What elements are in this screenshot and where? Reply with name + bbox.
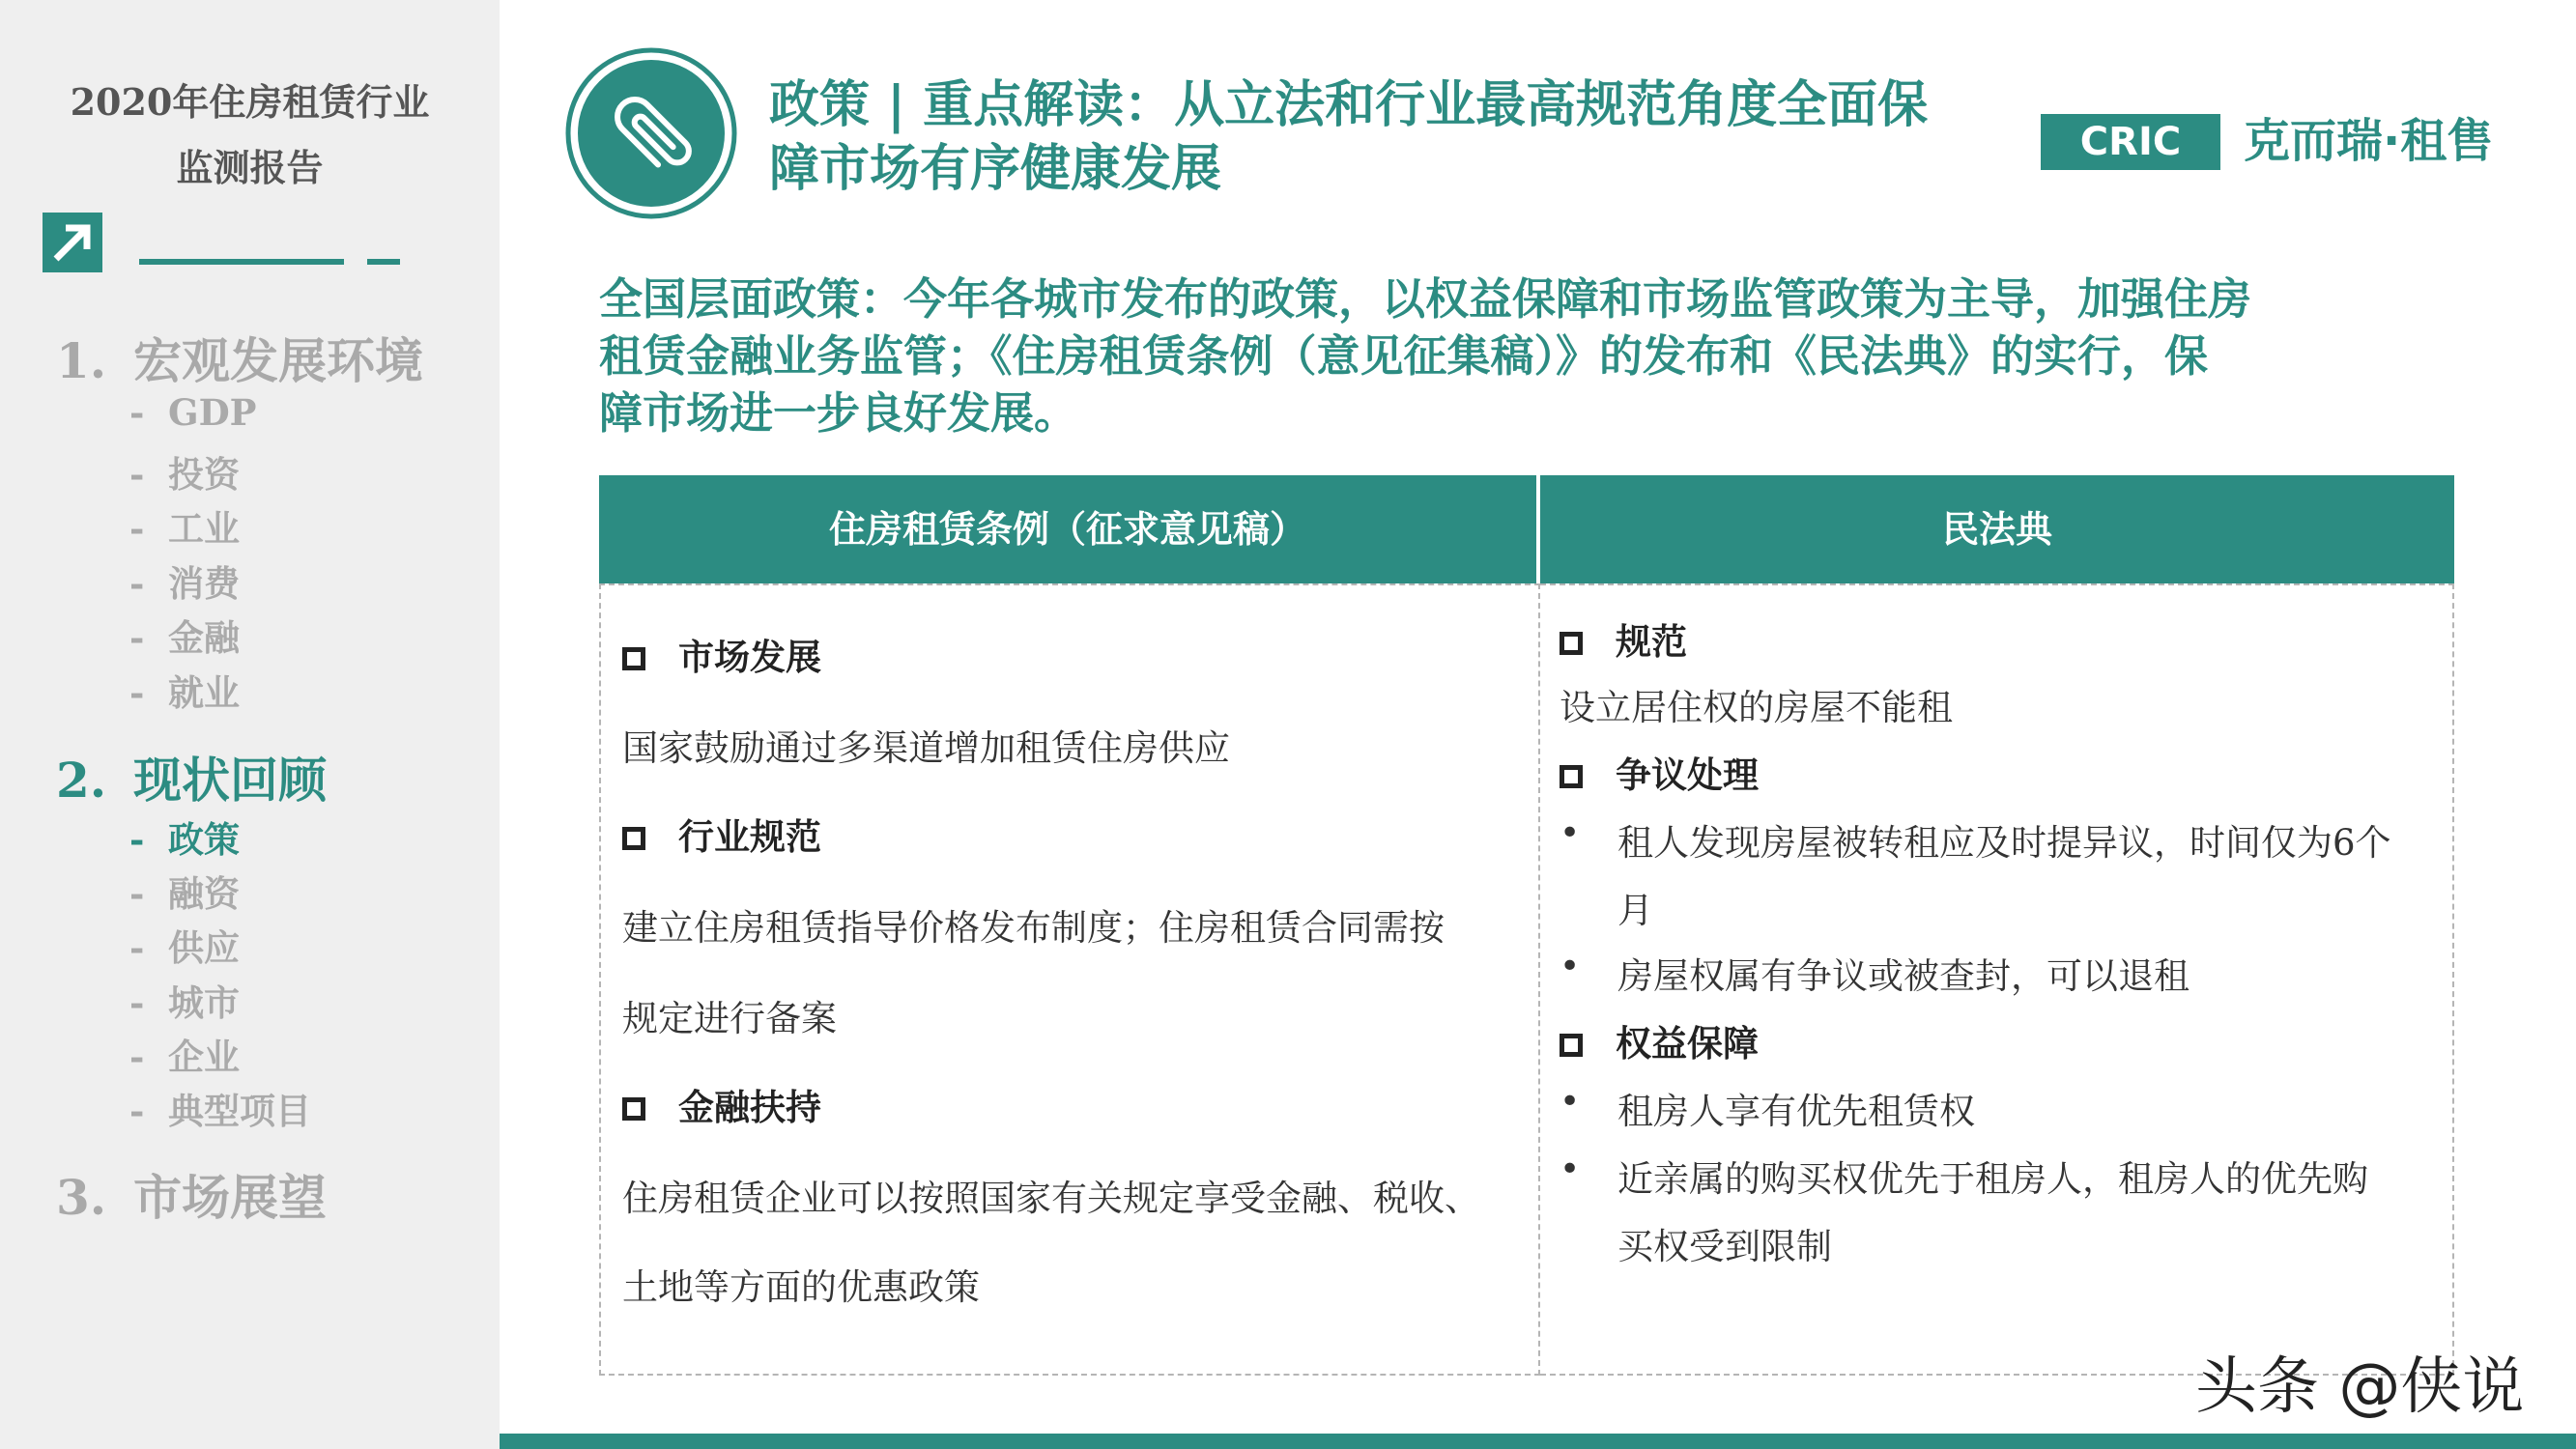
item-heading: 权益保障 bbox=[1560, 1014, 1759, 1066]
item-text: 设立居住权的房屋不能租 bbox=[1560, 687, 1953, 728]
table-header-civil-code: 民法典 bbox=[1540, 475, 2454, 583]
nav-sub-enterprise[interactable]: - 企业 bbox=[129, 1036, 240, 1078]
nav-sub-projects[interactable]: - 典型项目 bbox=[129, 1090, 311, 1132]
nav-section-review[interactable]: 2. 现状回顾 bbox=[56, 752, 327, 809]
item-text: 租人发现房屋被转租应及时提异议，时间仅为6个 bbox=[1617, 822, 2391, 864]
square-bullet-icon bbox=[1560, 765, 1583, 788]
brand-badge: CRIC bbox=[2041, 114, 2220, 170]
table-cell-left bbox=[599, 583, 1540, 1376]
square-bullet-icon bbox=[622, 647, 645, 670]
paperclip-icon bbox=[564, 46, 738, 220]
item-text: 规定进行备案 bbox=[622, 998, 837, 1039]
bullet-icon: • bbox=[1560, 813, 1581, 853]
item-heading: 争议处理 bbox=[1560, 746, 1759, 798]
nav-sub-gdp[interactable]: - GDP bbox=[129, 391, 257, 434]
nav-sub-financing[interactable]: - 融资 bbox=[129, 872, 240, 915]
item-text: 建立住房租赁指导价格发布制度；住房租赁合同需按 bbox=[622, 907, 1445, 949]
report-title-line2: 监测报告 bbox=[176, 146, 324, 189]
nav-sub-consumption[interactable]: - 消费 bbox=[129, 562, 240, 605]
item-heading: 规范 bbox=[1560, 612, 1687, 665]
bottom-bar bbox=[500, 1434, 2576, 1449]
nav-sub-investment[interactable]: - 投资 bbox=[129, 453, 240, 496]
summary-line: 障市场进一步良好发展。 bbox=[599, 387, 1078, 439]
table-header-rental-regulations: 住房租赁条例（征求意见稿） bbox=[599, 475, 1536, 583]
nav-sub-industry[interactable]: - 工业 bbox=[129, 507, 240, 550]
nav-sub-employment[interactable]: - 就业 bbox=[129, 671, 240, 714]
report-title-line1: 2020年住房租赁行业 bbox=[70, 80, 430, 124]
arrow-icon bbox=[43, 213, 102, 272]
policy-summary bbox=[599, 270, 2541, 441]
item-heading: 行业规范 bbox=[622, 808, 821, 860]
item-text: 买权受到限制 bbox=[1617, 1226, 1832, 1267]
page-title-line1: 政策 | 重点解读：从立法和行业最高规范角度全面保 bbox=[769, 75, 1929, 134]
table-cell-right bbox=[1540, 583, 2454, 1376]
sidebar bbox=[0, 0, 500, 1449]
divider-line-short bbox=[367, 259, 400, 265]
item-text: 土地等方面的优惠政策 bbox=[622, 1266, 980, 1308]
nav-section-outlook[interactable]: 3. 市场展望 bbox=[56, 1169, 327, 1226]
bullet-icon: • bbox=[1560, 947, 1581, 986]
item-text: 租房人享有优先租赁权 bbox=[1617, 1091, 1975, 1132]
square-bullet-icon bbox=[622, 1097, 645, 1121]
page-title-line2: 障市场有序健康发展 bbox=[769, 139, 1222, 198]
item-text: 近亲属的购买权优先于租房人，租房人的优先购 bbox=[1617, 1158, 2368, 1200]
square-bullet-icon bbox=[622, 827, 645, 850]
nav-sub-policy[interactable]: - 政策 bbox=[129, 818, 240, 861]
item-heading: 金融扶持 bbox=[622, 1078, 821, 1130]
nav-sub-supply[interactable]: - 供应 bbox=[129, 926, 240, 969]
item-text: 国家鼓励通过多渠道增加租赁住房供应 bbox=[622, 727, 1230, 769]
nav-sub-city[interactable]: - 城市 bbox=[129, 981, 240, 1024]
summary-line: 全国层面政策：今年各城市发布的政策，以权益保障和市场监管政策为主导，加强住房 bbox=[599, 273, 2252, 325]
bullet-icon: • bbox=[1560, 1150, 1581, 1189]
nav-section-macro[interactable]: 1. 宏观发展环境 bbox=[56, 332, 423, 389]
divider-line bbox=[139, 259, 344, 265]
nav-sub-finance[interactable]: - 金融 bbox=[129, 616, 240, 659]
square-bullet-icon bbox=[1560, 632, 1583, 655]
report-title bbox=[0, 70, 500, 201]
bullet-icon: • bbox=[1560, 1082, 1581, 1122]
item-heading: 市场发展 bbox=[622, 628, 821, 680]
item-text: 月 bbox=[1617, 890, 1653, 931]
summary-line: 租赁金融业务监管；《住房租赁条例（意见征集稿）》的发布和《民法典》的实行，保 bbox=[599, 330, 2209, 382]
watermark-text: 头条 @侠说 bbox=[2195, 1351, 2525, 1423]
item-text: 房屋权属有争议或被查封，可以退租 bbox=[1617, 955, 2190, 997]
square-bullet-icon bbox=[1560, 1034, 1583, 1057]
page-title bbox=[769, 73, 1928, 201]
item-text: 住房租赁企业可以按照国家有关规定享受金融、税收、 bbox=[622, 1178, 1480, 1219]
brand-name: 克而瑞·租售 bbox=[2244, 114, 2494, 168]
